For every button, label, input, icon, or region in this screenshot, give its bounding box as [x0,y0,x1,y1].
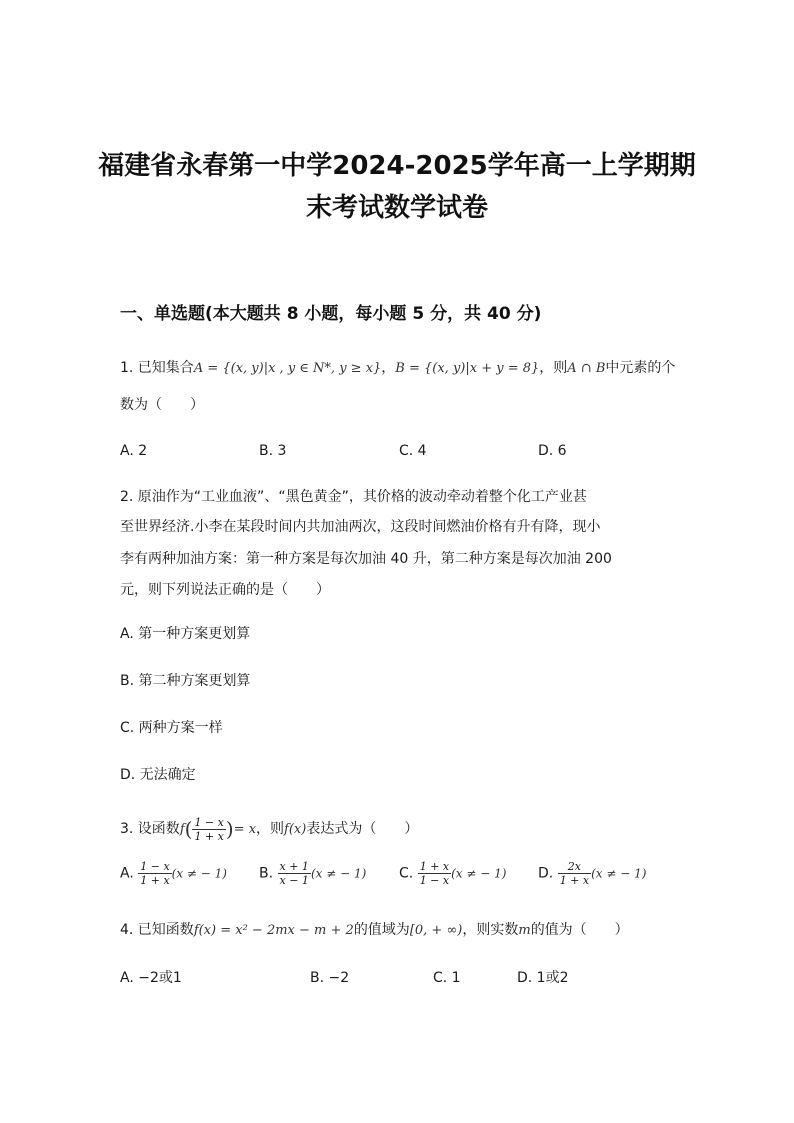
q3-option-a-den: 1 + x [140,874,170,887]
q4-option-c[interactable]: C. 1 [433,970,461,986]
q1-option-c[interactable]: C. 4 [399,443,427,459]
exam-title-line1: 福建省永春第一中学2024-2025学年高一上学期期 [98,151,696,181]
q3-option-c-fraction [418,860,451,887]
q3-option-a-num: 1 − x [140,860,170,873]
q2-option-c[interactable]: C. 两种方案一样 [120,720,223,736]
q3-option-b-den: x − 1 [279,874,309,887]
q3-option-c-num: 1 + x [419,860,450,873]
q3-fraction [192,816,225,843]
question-2-line1: 2. 原油作为“工业血液”、“黑色黄金”，其价格的波动牵动着整个化工产业甚 [120,489,587,505]
q3-option-d-num: 2x [558,860,591,874]
q3-option-d[interactable] [538,860,646,887]
question-2-line3: 李有两种加油方案：第一种方案是每次加油 40 升，第二种方案是每次加油 200 [120,551,612,567]
q4-option-d[interactable]: D. 1或2 [517,970,569,986]
q1-comma: ， [381,360,396,376]
q4-option-a[interactable]: A. −2或1 [120,970,182,986]
q1-suffix: 中元素的个 [605,360,676,376]
q3-denominator: 1 + x [194,829,224,843]
q3-option-c-label: C. [399,865,414,882]
q2-option-b[interactable]: B. 第二种方案更划算 [120,673,251,689]
q3-option-d-cond: (x ≠ − 1) [591,866,647,881]
q3-fx: f(x) [284,822,307,837]
q1-intersection: A ∩ B [567,361,606,376]
q3-open-paren: ( [184,817,193,841]
q3-prefix: 3. 设函数 [120,821,180,837]
q3-suffix: 表达式为（ ） [306,821,419,837]
q2-option-d[interactable]: D. 无法确定 [120,767,196,783]
q3-option-a[interactable] [120,860,227,887]
q3-option-b-num: x + 1 [279,860,309,873]
q3-option-a-fraction [138,860,171,887]
q3-eq: = x [233,822,257,837]
exam-title-line2: 末考试数学试卷 [305,193,488,223]
q1-option-a[interactable]: A. 2 [120,443,148,459]
q4-prefix: 4. 已知函数 [120,922,194,938]
q3-option-b-label: B. [259,865,274,882]
q3-option-c-cond: (x ≠ − 1) [451,866,507,881]
q3-option-c-den: 1 − x [419,874,450,887]
question-3 [120,812,680,847]
q1-mid: ，则 [539,360,568,376]
q3-option-d-den: 1 + x [559,874,590,887]
q4-option-b[interactable]: B. −2 [310,970,350,986]
section-heading-single-choice: 一、单选题(本大题共 8 小题，每小题 5 分，共 40 分) [120,304,542,324]
q1-prefix: 1. 已知集合 [120,360,194,376]
q3-f: f [179,822,185,837]
q3-option-a-cond: (x ≠ − 1) [171,866,227,881]
q1-option-d[interactable]: D. 6 [538,443,567,459]
question-4 [120,915,680,946]
q4-range: [0, + ∞) [409,923,463,938]
q3-option-b[interactable] [259,860,366,887]
q4-m: m [518,923,531,938]
q1-option-b[interactable]: B. 3 [259,443,287,459]
question-1-line2: 数为（ ） [120,397,204,413]
q3-option-d-fraction [558,860,591,887]
q3-option-d-label: D. [538,865,554,882]
q3-close-paren: ) [225,817,234,841]
q1-set-b: B = {(x, y)|x + y = 8} [395,361,540,376]
q3-option-c[interactable] [399,860,506,887]
q3-option-b-fraction [278,860,311,887]
q4-mid: 的值域为 [353,922,410,938]
q3-mid: ，则 [256,821,285,837]
question-2-line2: 至世界经济.小李在某段时间内共加油两次，这段时间燃油价格有升有降，现小 [120,519,601,535]
q4-suffix: 的值为（ ） [530,922,629,938]
q3-numerator: 1 − x [194,815,224,829]
q4-mid2: ，则实数 [462,922,519,938]
question-1 [120,353,680,384]
q2-option-a[interactable]: A. 第一种方案更划算 [120,626,251,642]
q1-set-a: A = {(x, y)|x , y ∈ N*, y ≥ x} [193,361,382,376]
q4-function: f(x) = x² − 2mx − m + 2 [193,923,354,938]
q3-option-a-label: A. [120,865,134,882]
q3-option-b-cond: (x ≠ − 1) [310,866,367,881]
question-2-line4: 元，则下列说法正确的是（ ） [120,582,330,598]
